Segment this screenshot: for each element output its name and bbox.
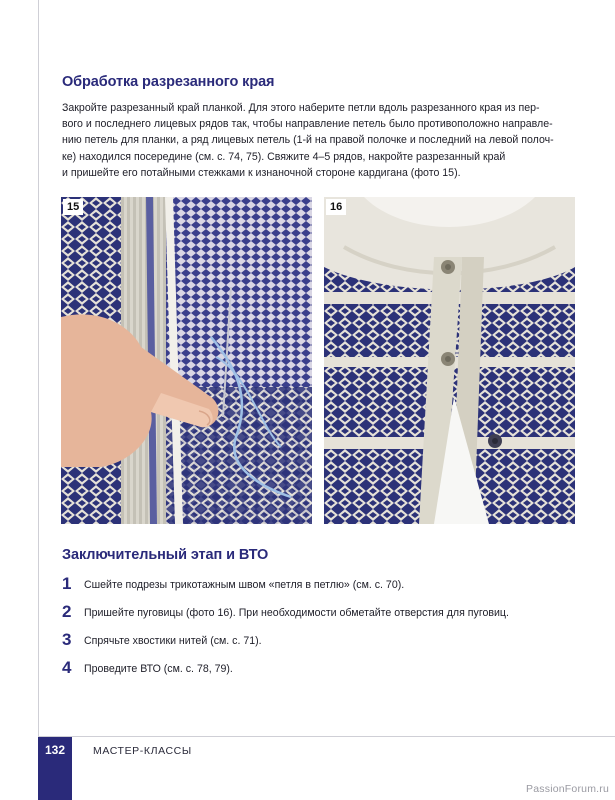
- photo-16-cardigan-buttons: [324, 197, 575, 524]
- footer-rule: [38, 736, 615, 737]
- step-number: 4: [62, 658, 72, 677]
- step-number: 1: [62, 574, 72, 593]
- section-heading-final-stage: Заключительный этап и ВТО: [62, 547, 269, 563]
- step-number: 2: [62, 602, 72, 621]
- intro-line: ке) находился посередине (см. с. 74, 75). Свяжите 4–5 рядов, накройте разрезанный край: [62, 150, 506, 163]
- step-number: 3: [62, 630, 72, 649]
- intro-line: Закройте разрезанный край планкой. Для этого наберите петли вдоль разрезанного края из пер-: [62, 102, 540, 114]
- step-text: Пришейте пуговицы (фото 16). При необходимости обметайте отверстия для пуговиц.: [84, 607, 509, 619]
- photo-16-illustration: [324, 197, 575, 524]
- intro-line: и пришейте его потайными стежками к изнаночной стороне кардигана (фото 15).: [62, 166, 461, 179]
- watermark: PassionForum.ru: [526, 783, 609, 795]
- step-text: Спрячьте хвостики нитей (см. с. 71).: [84, 635, 262, 647]
- section-heading-cut-edge: Обработка разрезанного края: [62, 74, 275, 90]
- intro-paragraph: [62, 100, 572, 181]
- photo-label: 16: [326, 199, 346, 215]
- photo-15-illustration: [61, 197, 312, 524]
- footer-section-label: МАСТЕР-КЛАССЫ: [93, 745, 192, 757]
- margin-rule: [38, 0, 39, 740]
- photo-label: 15: [63, 199, 83, 215]
- step-text: Сшейте подрезы трикотажным швом «петля в петлю» (см. с. 70).: [84, 579, 405, 591]
- intro-line: нию петель для планки, а ряд лицевых петель (1-й на правой полочке и последний на левой полоч-: [62, 134, 554, 147]
- intro-line: вого и последнего лицевых рядов так, чтобы направление петель было противоположно направле-: [62, 118, 553, 131]
- step-text: Проведите ВТО (см. с. 78, 79).: [84, 663, 233, 675]
- photo-15-sewing-edge: [61, 197, 312, 524]
- page-number: 132: [44, 743, 66, 757]
